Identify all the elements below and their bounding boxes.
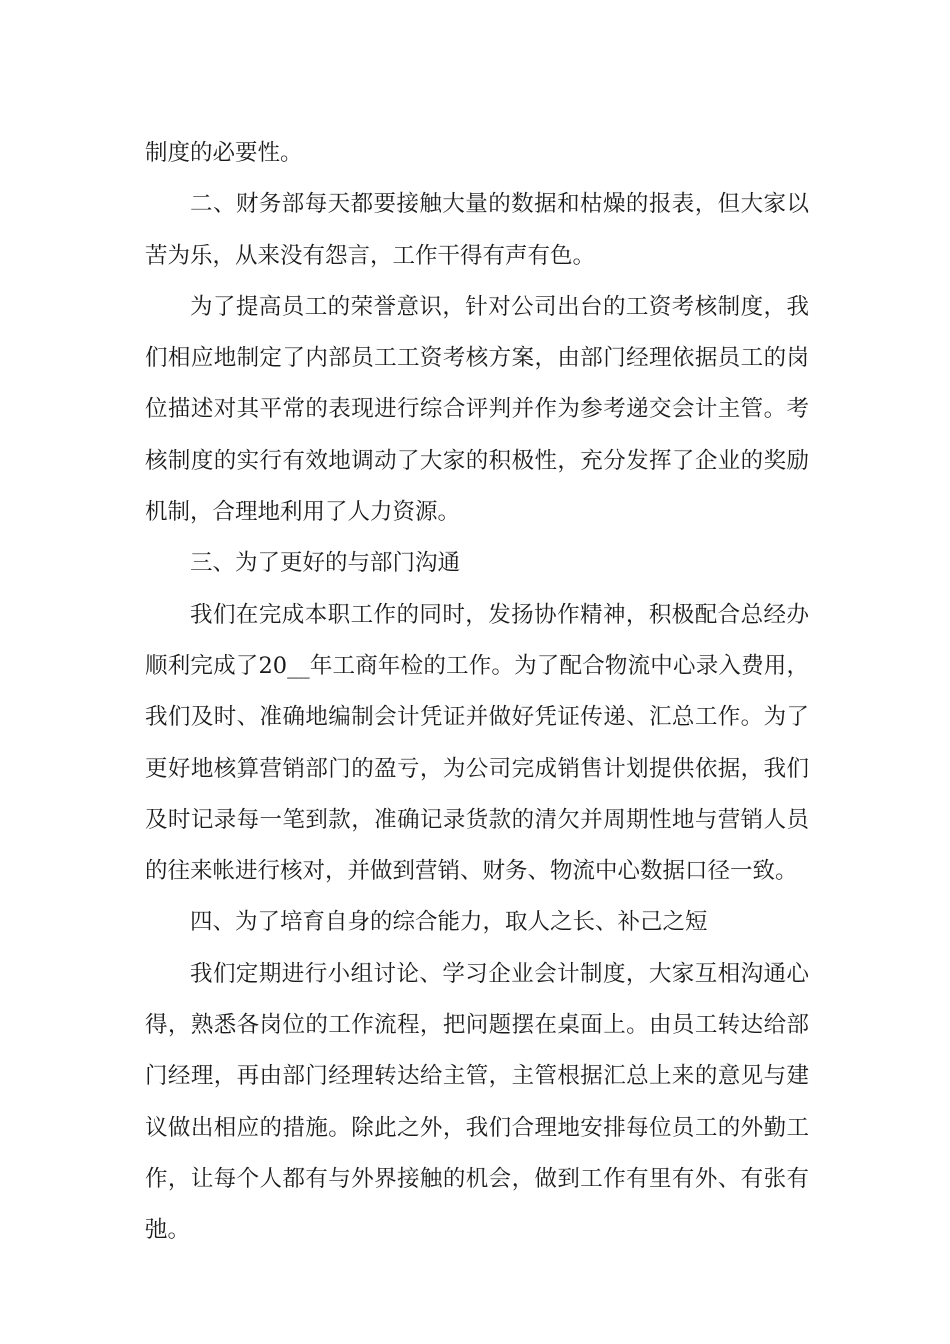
paragraph-section-three-heading: 三、为了更好的与部门沟通 <box>190 550 461 577</box>
paragraph-section-four-heading: 四、为了培育自身的综合能力，取人之长、补己之短 <box>190 909 708 936</box>
paragraph-cooperation: 我们在完成本职工作的同时，发扬协作精神，积极配合总经办顺利完成了20__年工商年检的工作。为了配合物流中心录入费用，我们及时、准确地编制会计凭证并做好凭证传递、汇总工作。为了更好地核算营销部门的盈亏，为公司完成销售计划提供依据，我们及时记录每一笔到款，准确记录货款的清欠并周期性地与营销人员的往来帐进行核对，并做到营销、财务、物流中心数据口径一致。 <box>145 601 809 885</box>
paragraph-salary-assessment: 为了提高员工的荣誉意识，针对公司出台的工资考核制度，我们相应地制定了内部员工工资考核方案，由部门经理依据员工的岗位描述对其平常的表现进行综合评判并作为参考递交会计主管。考核制度的实行有效地调动了大家的积极性，充分发挥了企业的奖励机制，合理地利用了人力资源。 <box>145 293 809 526</box>
paragraph-group-study: 我们定期进行小组讨论、学习企业会计制度，大家互相沟通心得，熟悉各岗位的工作流程，把问题摆在桌面上。由员工转达给部门经理，再由部门经理转达给主管，主管根据汇总上来的意见与建议做出相应的措施。除此之外，我们合理地安排每位员工的外勤工作，让每个人都有与外界接触的机会，做到工作有里有外、有张有弛。 <box>145 960 809 1244</box>
paragraph-continuation: 制度的必要性。 <box>145 140 303 166</box>
paragraph-section-two-heading: 二、财务部每天都要接触大量的数据和枯燥的报表，但大家以苦为乐，从来没有怨言，工作干得有声有色。 <box>145 191 809 269</box>
document-body <box>145 128 809 1257</box>
